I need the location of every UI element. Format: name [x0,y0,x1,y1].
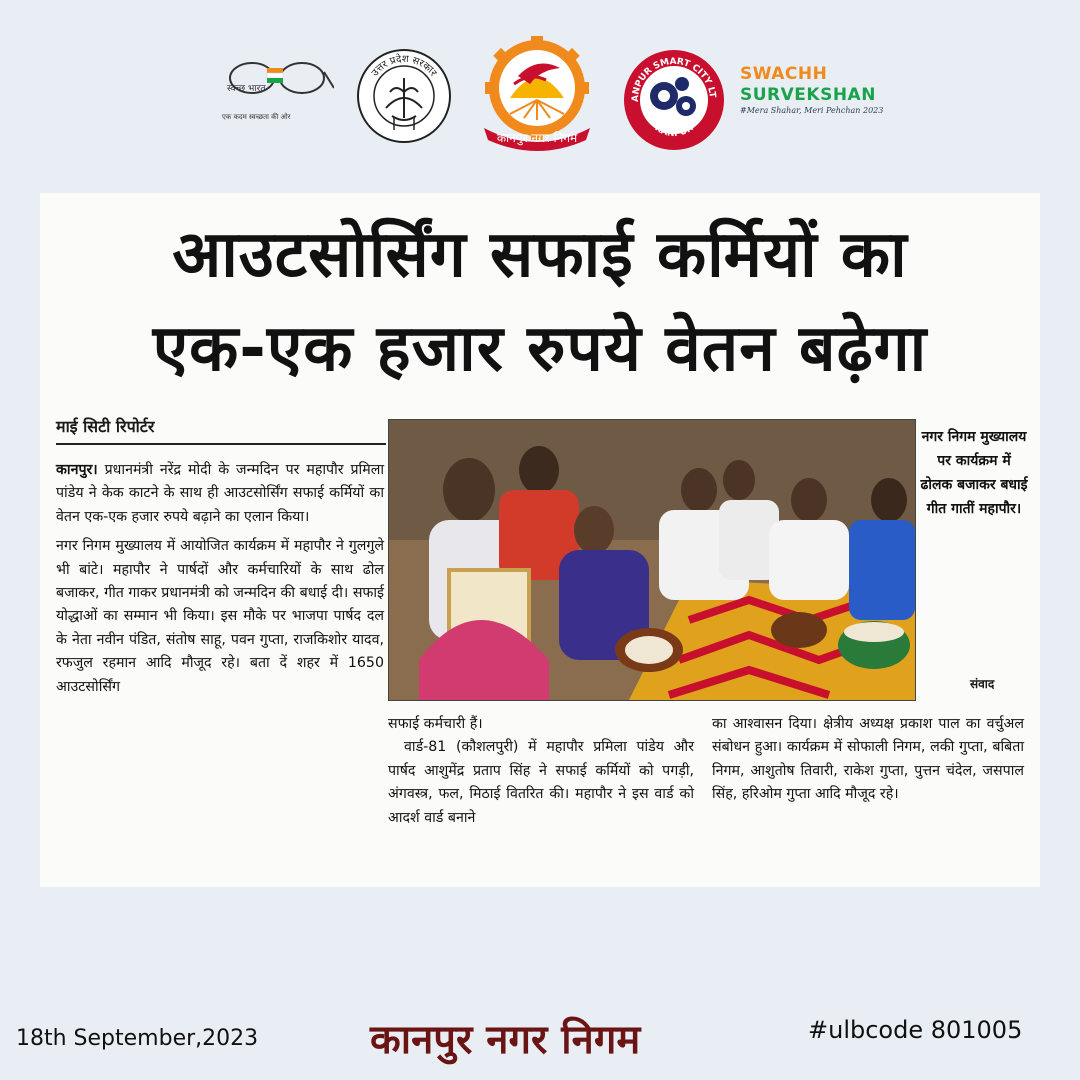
swachh-survekshan-logo [740,64,900,124]
article-paragraph: नगर निगम मुख्यालय में आयोजित कार्यक्रम में महापौर ने गुलगुले भी बांटे। महापौर ने पार्षदों और कर्मचारियों के साथ ढोल बजाकर, गीत गाकर प्रधानमंत्री को जन्मदिन की बधाई दी। सफाई योद्धाओं का सम्मान भी किया। इस मौके पर भाजपा पार्षद दल के नेता नवीन पंडित, संतोष साहू, पवन गुप्ता, राजकिशोर यादव, रफजुल रहमान आदि मौजूद रहे। बता दें शहर में 1650 आउटसोर्सिंग [56,538,384,695]
newspaper-clipping [40,193,1040,887]
logo-bar [0,20,1080,145]
footer-title: कानपुर नगर निगम [370,1017,641,1063]
up-government-seal [356,48,452,144]
article-paragraph: वार्ड-81 (कौशलपुरी) में महापौर प्रमिला पांडेय और पार्षद आशुमेंद्र प्रताप सिंह ने सफाई कर्मियों को पगड़ी, अंगवस्त्र, फल, मिठाई वितरित की। महापौर ने इस वार्ड को आदर्श वार्ड बनाने [388,739,694,826]
ss-line-2: SURVEKSHAN [740,85,876,105]
article-paragraph [56,459,384,529]
kanpur-smart-city-logo [622,48,726,152]
headline-line-2: एक-एक हजार रुपये वेतन बढ़ेगा [152,312,928,386]
ss-line-3: #Mera Shahar, Meri Pehchan 2023 [740,106,884,115]
paragraph-text: प्रधानमंत्री नरेंद्र मोदी के जन्मदिन पर महापौर प्रमिला पांडेय ने केक काटने के साथ ही आउटसोर्सिंग सफाई कर्मियों का वेतन एक-एक हजार रुपये बढ़ाने का एलान किया। [56,462,384,525]
knn-logo-text: कानपुर नगर निगम [496,131,578,145]
article-column-2 [388,713,694,830]
swachh-bharat-logo [222,58,334,128]
up-seal-text: उत्तर प्रदेश सरकार [369,53,439,79]
kanpur-nagar-nigam-logo [470,36,604,152]
footer-ulbcode: #ulbcode 801005 [808,1016,1023,1044]
article-paragraph: का आश्वासन दिया। क्षेत्रीय अध्यक्ष प्रकाश पाल का वर्चुअल संबोधन हुआ। कार्यक्रम में सोफाली निगम, लकी गुप्ता, बबिता निगम, आशुतोष तिवारी, राकेश गुप्ता, पुत्तन चंदेल, जसपाल सिंह, हरिओम गुप्ता आदि मौजूद रहे। [712,716,1024,803]
dateline: कानपुर। [56,462,98,478]
swachh-tagline: एक कदम स्वच्छता की ओर [222,113,291,121]
byline-divider [56,443,386,445]
footer-date: 18th September,2023 [16,1026,259,1051]
ksc-top-text: ANPUR SMART CITY LT [630,56,718,103]
ss-line-1: SWACHH [740,64,828,84]
photo-caption: नगर निगम मुख्यालय पर कार्यक्रम में ढोलक बजाकर बधाई गीत गातीं महापौर। [920,429,1028,517]
article-paragraph: सफाई कर्मचारी हैं। [388,716,483,732]
byline: माई सिटी रिपोर्टर [56,417,155,436]
news-photo [388,419,916,701]
article-column-1 [56,459,384,705]
headline-line-1: आउटसोर्सिंग सफाई कर्मियों का [172,218,908,292]
article-column-3 [712,713,1024,807]
ksc-bottom-text: KANPUR [652,123,696,140]
photo-credit: संवाद [970,677,995,691]
swachh-bharat-wordmark: स्वच्छ भारत [227,84,266,94]
